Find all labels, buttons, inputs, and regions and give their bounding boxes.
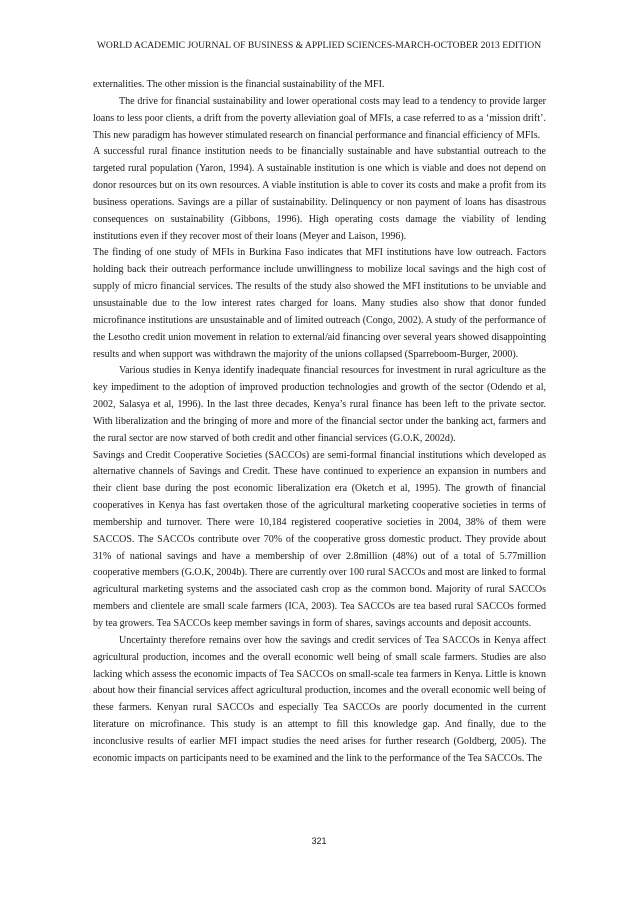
page-number: 321 <box>311 836 327 846</box>
body-text <box>93 77 546 768</box>
paragraph: The drive for financial sustainability and lower operational costs may lead to a tendency to provide larger loans to less poor clients, a drift from the poverty alleviation goal of MFIs, a case referred to as a ‘mission drift’. This new paradigm has however stimulated research on financial performance and financial efficiency of MFIs. <box>93 95 546 141</box>
paragraph: Various studies in Kenya identify inadequate financial resources for investment in rural agriculture as the key impediment to the adoption of improved production technologies and growth of the sector (Odendo et al, 2002, Salasya et al, 1996). In the last three decades, Kenya’s rural finance has been left to the private sector. With liberalization and the bringing of more and more of the financial sector under the banking act, farmers and the rural sector are now starved of both credit and other financial services (G.O.K, 2002d). <box>93 365 546 444</box>
paragraph: A successful rural finance institution needs to be financially sustainable and have substantial outreach to the targeted rural population (Yaron, 1994). A sustainable institution is one which is viable and does not depend on donor resources but on its own resources. A viable institution is able to cover its costs and make a profit from its business operations. Savings are a pillar of sustainability. Delinquency or non payment of loans has disastrous consequences on sustainability (Gibbons, 1996). High operating costs damage the viability of lending institutions even if they recover most of their loans (Meyer and Laison, 1996). <box>93 146 546 242</box>
running-header: WORLD ACADEMIC JOURNAL OF BUSINESS & APPLIED SCIENCES-MARCH-OCTOBER 2013 EDITION <box>96 40 542 51</box>
paragraph: Uncertainty therefore remains over how the savings and credit services of Tea SACCOs in Kenya affect agricultural production, incomes and the overall economic well being of small scale farmers. Studies are also lacking which assess the economic impacts of Tea SACCOs on small-scale tea farmers in Kenya. Little is known about how their financial services affect agricultural production, incomes and the overall economic well being of these farmers. Kenyan rural SACCOs and especially Tea SACCOs are poorly documented in the current literature on microfinance. This study is an attempt to fill this knowledge gap. And finally, due to the inconclusive results of earlier MFI impact studies the need arises for further research (Goldberg, 2005). The economic impacts on participants need to be examined and the link to the performance of the Tea SACCOs. The <box>93 634 546 764</box>
paragraph: Savings and Credit Cooperative Societies (SACCOs) are semi-formal financial institutions which developed as alternative channels of Savings and Credit. These have continued to experience an expansion in numbers and their client base during the post economic liberalization era (Oketch et al, 1995). The growth of financial cooperatives in Kenya has fast overtaken those of the agricultural marketing cooperative societies in terms of membership and turnover. There were 10,184 registered cooperative societies in 2004, 38% of them were SACCOS. The SACCOs contribute over 70% of the cooperative gross domestic product. They provide about 31% of national savings and have a membership of over 2.8million (48%) out of a total of 5.77million cooperative members (G.O.K, 2004b). There are currently over 100 rural SACCOs and most are linked to formal agricultural marketing systems and the associated cash crop as the common bond. Majority of rural SACCOs members and clientele are small scale farmers (ICA, 2003). Tea SACCOs are tea based rural SACCOs formed by tea growers. Tea SACCOs keep member savings in form of shares, savings accounts and deposit accounts. <box>93 449 546 629</box>
paragraph: externalities. The other mission is the financial sustainability of the MFI. <box>93 79 385 90</box>
paragraph: The finding of one study of MFIs in Burkina Faso indicates that MFI institutions have low outreach. Factors holding back their outreach performance include unwillingness to mobilize local savings and the high cost of supply of micro financial services. The results of the study also showed the MFI institutions to be unviable and unsustainable due to the low interest rates charged for loans. Many studies also show that donor funded microfinance institutions are unsustainable and of limited outreach (Congo, 2002). A study of the performance of the Lesotho credit union movement in relation to external/aid financing over several years showed disappointing results and when support was withdrawn the majority of the unions collapsed (Sparreboom-Burger, 2000). <box>93 247 546 360</box>
